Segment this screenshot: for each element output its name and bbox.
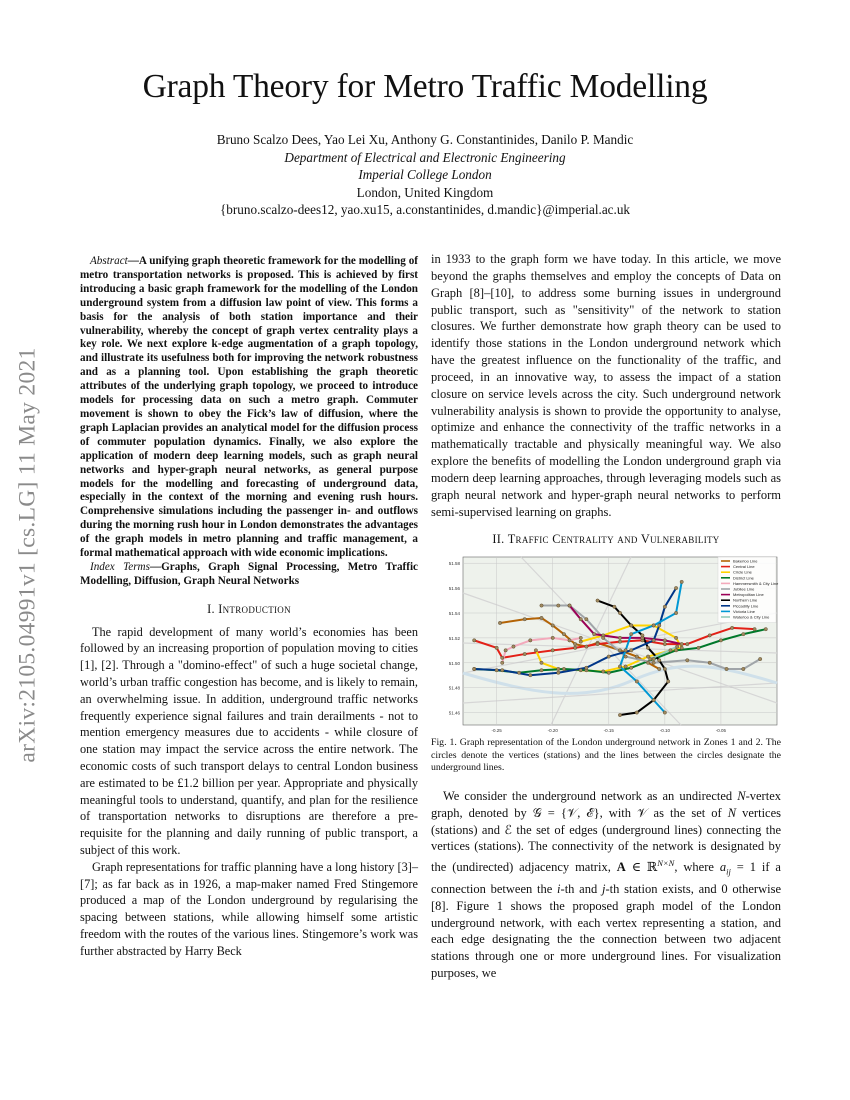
station-vertex: [663, 605, 666, 608]
text-run: We consider the underground network as an undirected: [443, 788, 738, 803]
legend-label: Northern Line: [733, 598, 758, 604]
station-vertex: [663, 639, 666, 642]
y-tick-label: 51.52: [448, 636, 460, 642]
station-vertex: [517, 671, 520, 674]
station-vertex: [635, 655, 638, 658]
legend-label: District Line: [733, 575, 754, 581]
station-vertex: [498, 622, 501, 625]
text-run: ∈ ℝ: [625, 860, 658, 875]
station-vertex: [607, 671, 610, 674]
station-vertex: [557, 604, 560, 607]
station-vertex: [742, 633, 745, 636]
station-vertex: [551, 649, 554, 652]
station-vertex: [630, 624, 633, 627]
station-vertex: [725, 668, 728, 671]
station-vertex: [557, 671, 560, 674]
intro-paragraph-2-continued: in 1933 to the graph form we have today. In this article, we move beyond the graphs themselves and employ the concepts of Data on Graph [8]–[10], to address some burning issues in underground public transport, such as "sensitivity" of the network to station closures. We further demonstrate how graph theory can be used to identify those stations in the London underground network which have the greatest influence on the functionality of the traffic, and proceed, in an innovative way, to assess the impact of a station closure on service levels across the city. Such underground network vulnerability analysis is shown to provide the opportunity to analyse, optimize and enhance the connectivity of the traffic networks in a mathematically tractable and physically meaningful way. We also explore the benefits of modelling the London underground graph via modern deep learning approaches, through leveraging models such as graph neural network and hyper-graph neural networks to perform semi-supervised learning on graphs.: [431, 252, 781, 519]
station-vertex: [663, 668, 666, 671]
math-N: N: [727, 805, 737, 820]
author-block: [0, 131, 850, 219]
station-vertex: [742, 668, 745, 671]
station-vertex: [523, 618, 526, 621]
station-vertex: [618, 612, 621, 615]
right-column: [431, 251, 781, 982]
station-vertex: [601, 670, 604, 673]
station-vertex: [708, 661, 711, 664]
station-vertex: [618, 649, 621, 652]
station-vertex: [585, 666, 588, 669]
station-vertex: [652, 658, 655, 661]
station-vertex: [697, 646, 700, 649]
station-vertex: [579, 669, 582, 672]
abstract-text: —A unifying graph theoretic framework for the modelling of metro transportation networks is proposed. This is achieved by first introducing a basic graph framework for the modelling of the London underground system from a diffusion law point of view. This forms a basis for the analysis of both station importance and their vulnerability, whereby the concept of graph vertex centrality plays a key role. We next explore k-edge augmentation of a graph topology, and illustrate its usefulness both for improving the network robustness and as a planning tool. Upon establishing the graph theoretic attributes of the underlying graph topology, we proceed to introduce models for processing data on such a metro graph. Commuter movement is shown to obey the Fick’s law of diffusion, where the graph Laplacian provides an analytical model for the diffusion process of commuter population dynamics. Finally, we also explore the application of modern deep learning models, such as graph neural networks and hyper-graph neural networks, as general purpose models for the modelling and forecasting of underground data, especially in the context of the morning and evening rush hours. Comprehensive simulations including the passenger in- and outflows during the morning rush hour in London demonstrates the advantages of the graph models in metro planning and traffic management, a formal mathematical approach with wide economic implications.: [80, 255, 418, 560]
station-vertex: [618, 714, 621, 717]
abstract: [80, 255, 418, 561]
section-heading-introduction: I. Introduction: [207, 601, 291, 616]
text-run: -vertex graph, denoted by 𝒢 = {𝒱, ℰ}, with 𝒱 as the set of: [431, 788, 781, 820]
station-vertex: [473, 639, 476, 642]
station-vertex: [663, 711, 666, 714]
station-vertex: [540, 604, 543, 607]
author-names: Bruno Scalzo Dees, Yao Lei Xu, Anthony G. Constantinides, Danilo P. Mandic: [216, 132, 634, 147]
station-vertex: [630, 633, 633, 636]
station-vertex: [624, 655, 627, 658]
author-emails: {bruno.scalzo-dees12, yao.xu15, a.constantinides, d.mandic}@imperial.ac.uk: [219, 202, 631, 217]
station-vertex: [667, 680, 670, 683]
metro-network-chart: [431, 553, 781, 735]
station-vertex: [562, 633, 565, 636]
station-vertex: [764, 628, 767, 631]
legend-label: Victoria Line: [733, 609, 755, 615]
station-vertex: [512, 645, 515, 648]
y-tick-label: 51.48: [448, 686, 460, 692]
index-terms-text: —Graphs, Graph Signal Processing, Metro Traffic Modelling, Diffusion, Graph Neural Networks: [80, 560, 419, 587]
station-vertex: [708, 634, 711, 637]
math-N: N: [737, 788, 746, 803]
station-vertex: [473, 668, 476, 671]
station-vertex: [568, 639, 571, 642]
author-location: London, United Kingdom: [356, 184, 494, 200]
legend-label: Waterloo & City Line: [733, 614, 770, 620]
metro-graph-plot: [431, 553, 781, 735]
station-vertex: [534, 649, 537, 652]
station-vertex: [579, 640, 582, 643]
author-institution: Imperial College London: [358, 167, 492, 182]
station-vertex: [557, 668, 560, 671]
station-vertex: [758, 658, 761, 661]
station-vertex: [649, 658, 652, 661]
text-run: , where: [674, 860, 720, 875]
author-department: Department of Electrical and Electronic Engineering: [284, 149, 566, 165]
station-vertex: [674, 637, 677, 640]
station-vertex: [753, 628, 756, 631]
station-vertex: [674, 649, 677, 652]
station-vertex: [579, 637, 582, 640]
station-vertex: [501, 656, 504, 659]
station-vertex: [658, 668, 661, 671]
intro-paragraph-2: Graph representations for traffic planning have a long history [3]–[7]; as far back as in 1926, a map-maker named Fred Stingemore produced a map of the London underground by regularising the spacing between stations, while allowing himself some artistic freedom with the routes of the various lines. Stingemore’s work was further abstracted by Harry Beck: [80, 859, 418, 958]
station-vertex: [624, 665, 627, 668]
station-vertex: [635, 680, 638, 683]
station-vertex: [529, 674, 532, 677]
station-vertex: [646, 661, 649, 664]
station-vertex: [675, 645, 678, 648]
y-tick-label: 51.54: [448, 611, 460, 617]
station-vertex: [652, 661, 655, 664]
station-vertex: [540, 661, 543, 664]
arxiv-identifier-stamp: [8, 285, 48, 825]
station-vertex: [596, 599, 599, 602]
station-vertex: [551, 637, 554, 640]
left-column: [80, 255, 418, 959]
y-tick-label: 51.58: [448, 561, 460, 567]
x-tick-label: -0.05: [715, 728, 727, 734]
station-vertex: [618, 637, 621, 640]
station-vertex: [658, 659, 661, 662]
station-vertex: [607, 655, 610, 658]
station-vertex: [573, 643, 576, 646]
math-superscript: N×N: [657, 858, 675, 869]
legend-label: Central Line: [733, 564, 755, 570]
station-vertex: [730, 627, 733, 630]
station-vertex: [652, 639, 655, 642]
station-vertex: [663, 643, 666, 646]
station-vertex: [585, 645, 588, 648]
station-vertex: [501, 661, 504, 664]
station-vertex: [596, 643, 599, 646]
math-a: a: [719, 860, 727, 875]
figure-caption: Fig. 1. Graph representation of the London underground network in Zones 1 and 2. The circles denote the vertices (stations) and the lines between the circles designate the underground lines.: [431, 737, 781, 773]
station-vertex: [579, 618, 582, 621]
intro-paragraph-1: The rapid development of many world’s economies has been followed by an increasing proportion of population moving to cities [1], [2]. Through a "domino-effect" of such a huge societal change, world’s urban traffic congestion has become, and is likely to remain, an overwhelming issue. In addition, underground traffic networks frequently experience signal failures and train derailments - not to mention emergency measures due to accidents - while closure of one station may impact the service across the entire network. The economic costs of such transport delays to central London business are estimated to be £1.2 billion per year. Appropriate and physically meaningful tools to understand, quantify, and plan for the resilience of transportation networks to disruptions are therefore a pre-requisite for the planning and daily running of public transport, a subject of this work.: [80, 624, 418, 857]
math-subscript: ij: [726, 866, 731, 877]
legend-label: Jubilee Line: [733, 586, 755, 592]
station-vertex: [686, 643, 689, 646]
legend-label: Piccadilly Line: [733, 603, 759, 609]
section2-paragraph-1: [431, 788, 781, 982]
station-vertex: [630, 666, 633, 669]
text-run: vertices (stations) and ℰ the set of edges (underground lines) connecting the vertices (stations). The connectivity of the network is designated by the (undirected) adjacency matrix,: [431, 805, 781, 875]
legend-label: Bakerloo Line: [733, 558, 758, 564]
legend-label: Circle Line: [733, 570, 752, 576]
station-vertex: [652, 699, 655, 702]
math-A: A: [616, 860, 626, 875]
section-heading-centrality: II. Traffic Centrality and Vulnerability: [492, 531, 720, 546]
station-vertex: [624, 649, 627, 652]
abstract-label: Abstract: [90, 255, 128, 267]
station-vertex: [529, 639, 532, 642]
index-terms: [80, 561, 418, 589]
text-run: -th station exists, and 0 otherwise [8]. Figure 1 shows the proposed graph model of the London underground network, with each vertex representing a station, and each edge designating the the connection between two adjacent stations through one or more underground lines. For visualization purposes, we: [431, 881, 781, 981]
station-vertex: [686, 659, 689, 662]
arxiv-id-text: arXiv:2105.04991v1 [cs.LG] 11 May 2021: [14, 347, 41, 763]
index-terms-label: Index Terms: [90, 560, 150, 573]
station-vertex: [658, 624, 661, 627]
text-run: = 1 if a connection between the: [431, 860, 781, 896]
x-tick-label: -0.15: [603, 728, 614, 734]
y-tick-label: 51.50: [448, 661, 460, 667]
legend-label: Metropolitan Line: [733, 592, 764, 598]
station-vertex: [669, 649, 672, 652]
y-tick-label: 51.56: [448, 586, 460, 592]
station-vertex: [613, 605, 616, 608]
station-vertex: [641, 634, 644, 637]
station-vertex: [719, 639, 722, 642]
station-vertex: [573, 646, 576, 649]
station-vertex: [501, 669, 504, 672]
station-vertex: [551, 624, 554, 627]
y-tick-label: 51.46: [448, 710, 460, 716]
legend-label: Hammersmith & City Line: [733, 581, 779, 587]
station-vertex: [523, 653, 526, 656]
station-vertex: [540, 617, 543, 620]
station-vertex: [635, 711, 638, 714]
station-vertex: [495, 646, 498, 649]
station-vertex: [680, 643, 683, 646]
station-vertex: [680, 581, 683, 584]
station-vertex: [674, 587, 677, 590]
station-vertex: [601, 637, 604, 640]
station-vertex: [593, 633, 596, 636]
station-vertex: [540, 669, 543, 672]
station-vertex: [652, 624, 655, 627]
station-vertex: [568, 604, 571, 607]
station-vertex: [630, 649, 633, 652]
station-vertex: [618, 665, 621, 668]
x-tick-label: -0.25: [491, 728, 502, 734]
x-tick-label: -0.10: [659, 728, 670, 734]
paper-title: Graph Theory for Metro Traffic Modelling: [142, 68, 708, 105]
station-vertex: [562, 668, 565, 671]
station-vertex: [674, 612, 677, 615]
station-vertex: [680, 646, 683, 649]
station-vertex: [646, 646, 649, 649]
station-vertex: [495, 669, 498, 672]
station-vertex: [585, 618, 588, 621]
figure-1: [431, 553, 781, 774]
math-i: i: [557, 881, 561, 896]
station-vertex: [618, 640, 621, 643]
math-j: j: [602, 881, 606, 896]
x-tick-label: -0.20: [547, 728, 558, 734]
text-run: -th and: [560, 881, 602, 896]
station-vertex: [504, 649, 507, 652]
